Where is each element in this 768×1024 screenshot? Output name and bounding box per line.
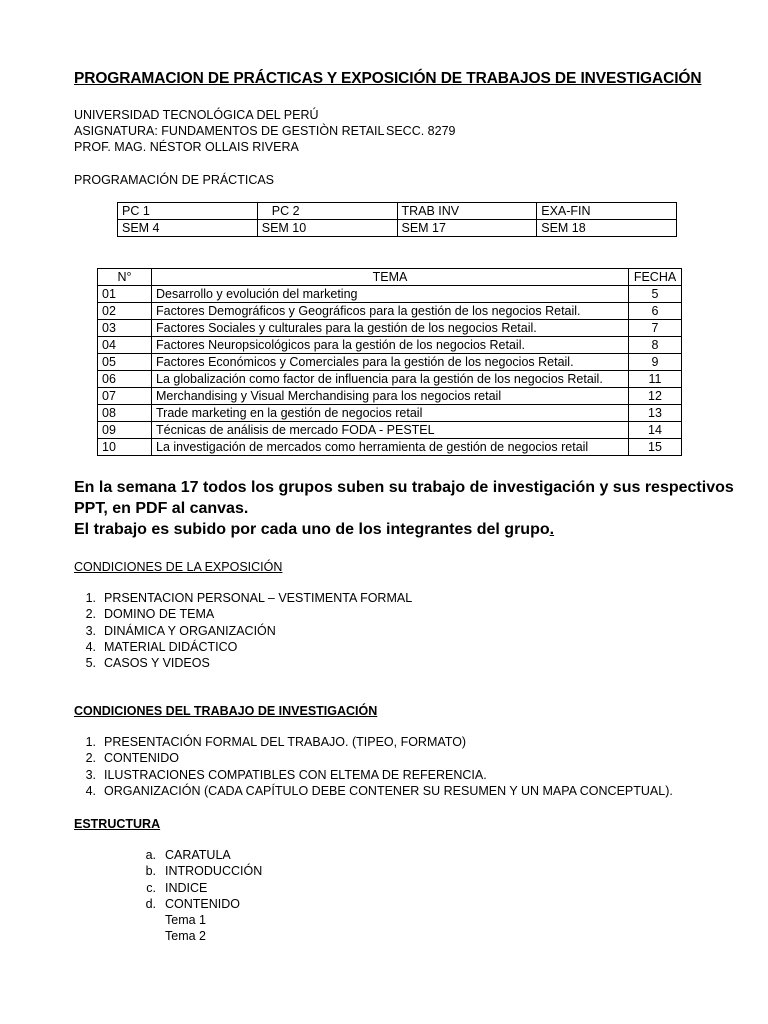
exposition-list: [74, 590, 412, 671]
column-header-topic: TEMA: [152, 269, 629, 286]
subject-line: ASIGNATURA: FUNDAMENTOS DE GESTIÒN RETAIL: [74, 124, 385, 138]
list-number: b.: [145, 864, 156, 879]
list-number: 2.: [85, 751, 96, 766]
topic-name: Factores Demográficos y Geográficos para la gestión de los negocios Retail.: [152, 303, 629, 320]
exposition-heading: CONDICIONES DE LA EXPOSICIÓN: [74, 560, 283, 574]
practices-cell: PC 2: [257, 203, 397, 220]
list-text: CONTENIDO: [165, 896, 240, 911]
topic-name: Desarrollo y evolución del marketing: [152, 286, 629, 303]
structure-subitem: Tema 2: [165, 929, 206, 944]
topic-row: [98, 422, 682, 439]
notice-line-2-text: El trabajo es subido por cada uno de los integrantes del grupo: [74, 521, 550, 538]
list-text: INDICE: [165, 880, 208, 895]
topics-table: [97, 268, 682, 456]
column-header-number: N°: [98, 269, 152, 286]
structure-item: [142, 863, 262, 879]
structure-item: [142, 847, 262, 863]
list-text: ILUSTRACIONES COMPATIBLES CON ELTEMA DE REFERENCIA.: [104, 767, 487, 782]
list-number: d.: [145, 896, 156, 911]
topic-name: Merchandising y Visual Merchandising para los negocios retail: [152, 388, 629, 405]
research-list: [74, 734, 673, 799]
list-number: 2.: [85, 607, 96, 622]
exposition-item: [74, 606, 412, 622]
topics-body: [98, 286, 682, 456]
notice-line-1: En la semana 17 todos los grupos suben su trabajo de investigación y sus respectivos PPT, en PDF al canvas.: [74, 479, 734, 517]
practices-row-weeks: [118, 220, 677, 237]
list-number: 5.: [85, 656, 96, 671]
topic-date: 12: [629, 388, 682, 405]
list-number: c.: [146, 880, 156, 895]
list-number: 1.: [85, 591, 96, 605]
practices-cell: SEM 18: [537, 220, 677, 237]
topic-name: Trade marketing en la gestión de negocios retail: [152, 405, 629, 422]
practices-cell: PC 1: [118, 203, 258, 220]
topic-date: 7: [629, 320, 682, 337]
topic-date: 15: [629, 439, 682, 456]
topic-number: 05: [98, 354, 152, 371]
list-text: CONTENIDO: [104, 751, 179, 766]
practices-cell: TRAB INV: [397, 203, 537, 220]
topic-number: 06: [98, 371, 152, 388]
topic-date: 14: [629, 422, 682, 439]
topic-number: 07: [98, 388, 152, 405]
topic-row: [98, 354, 682, 371]
list-text: DINÁMICA Y ORGANIZACIÓN: [104, 623, 276, 638]
topic-number: 09: [98, 422, 152, 439]
list-number: 4.: [85, 639, 96, 654]
professor-name: PROF. MAG. NÉSTOR OLLAIS RIVERA: [74, 140, 299, 154]
research-item: [74, 750, 673, 766]
topic-row: [98, 286, 682, 303]
submission-notice: [74, 477, 734, 540]
notice-line-2-period: .: [549, 521, 555, 538]
list-text: DOMINO DE TEMA: [104, 607, 215, 622]
structure-subitem: Tema 1: [165, 913, 206, 927]
topic-row: [98, 320, 682, 337]
practices-row-labels: [118, 203, 677, 220]
structure-item: [142, 880, 262, 896]
list-text: INTRODUCCIÓN: [165, 864, 263, 879]
list-number: 3.: [85, 623, 96, 638]
exposition-item: [74, 590, 412, 606]
list-number: 3.: [85, 767, 96, 782]
practices-cell: SEM 10: [257, 220, 397, 237]
list-number: a.: [145, 848, 156, 862]
topic-name: Factores Sociales y culturales para la gestión de los negocios Retail.: [152, 320, 629, 337]
column-header-date: FECHA: [629, 269, 682, 286]
research-heading: CONDICIONES DEL TRABAJO DE INVESTIGACIÓN: [74, 704, 378, 718]
practices-cell: SEM 4: [118, 220, 258, 237]
structure-heading: ESTRUCTURA: [74, 817, 161, 831]
structure-item: [142, 896, 262, 912]
topic-name: Técnicas de análisis de mercado FODA - PESTEL: [152, 422, 629, 439]
list-number: 4.: [85, 783, 96, 798]
topic-name: La globalización como factor de influencia para la gestión de los negocios Retail.: [152, 371, 629, 388]
topic-number: 08: [98, 405, 152, 422]
topic-name: La investigación de mercados como herramienta de gestión de negocios retail: [152, 439, 629, 456]
list-number: 1.: [85, 735, 96, 749]
list-text: PRSENTACION PERSONAL – VESTIMENTA FORMAL: [104, 591, 413, 605]
list-text: CASOS Y VIDEOS: [104, 656, 210, 671]
list-text: MATERIAL DIDÁCTICO: [104, 639, 238, 654]
section-code: SECC. 8279: [386, 124, 456, 138]
practices-cell: EXA-FIN: [537, 203, 677, 220]
topics-header-row: [98, 269, 682, 286]
topic-number: 01: [98, 286, 152, 303]
topic-number: 10: [98, 439, 152, 456]
topic-number: 02: [98, 303, 152, 320]
topic-date: 6: [629, 303, 682, 320]
exposition-item: [74, 623, 412, 639]
notice-line-2: [74, 519, 734, 540]
research-item: [74, 783, 673, 799]
practices-heading: PROGRAMACIÓN DE PRÁCTICAS: [74, 173, 275, 187]
list-text: CARATULA: [165, 848, 231, 862]
topic-row: [98, 405, 682, 422]
topic-number: 04: [98, 337, 152, 354]
list-text: PRESENTACIÓN FORMAL DEL TRABAJO. (TIPEO, FORMATO): [104, 735, 467, 749]
topic-row: [98, 371, 682, 388]
practices-cell: SEM 17: [397, 220, 537, 237]
topic-name: Factores Económicos y Comerciales para la gestión de los negocios Retail.: [152, 354, 629, 371]
university-name: UNIVERSIDAD TECNOLÓGICA DEL PERÚ: [74, 108, 319, 122]
document-title: PROGRAMACION DE PRÁCTICAS Y EXPOSICIÓN DE TRABAJOS DE INVESTIGACIÓN: [74, 70, 702, 87]
topic-date: 11: [629, 371, 682, 388]
exposition-item: [74, 655, 412, 671]
topic-date: 5: [629, 286, 682, 303]
topic-date: 13: [629, 405, 682, 422]
structure-list: [142, 847, 262, 912]
research-item: [74, 734, 673, 750]
list-text: ORGANIZACIÓN (CADA CAPÍTULO DEBE CONTENER SU RESUMEN Y UN MAPA CONCEPTUAL).: [104, 783, 673, 798]
practices-table: [117, 202, 677, 237]
topic-number: 03: [98, 320, 152, 337]
topic-date: 9: [629, 354, 682, 371]
topic-row: [98, 337, 682, 354]
topic-name: Factores Neuropsicológicos para la gestión de los negocios Retail.: [152, 337, 629, 354]
topic-date: 8: [629, 337, 682, 354]
structure-sublist: [165, 912, 206, 945]
topic-row: [98, 439, 682, 456]
exposition-item: [74, 639, 412, 655]
topic-row: [98, 303, 682, 320]
topic-row: [98, 388, 682, 405]
research-item: [74, 767, 673, 783]
